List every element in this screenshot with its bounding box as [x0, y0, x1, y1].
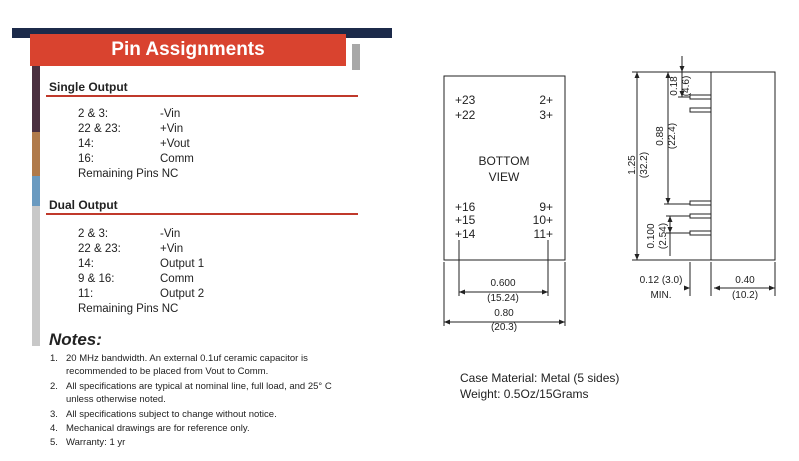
pin-label: 16:: [78, 153, 94, 165]
dimension-label: 1.25: [627, 155, 638, 175]
note-text: All specifications are typical at nominal line, full load, and 25° C: [66, 381, 332, 392]
pin-function: +Vin: [160, 123, 184, 135]
note-number: 4.: [50, 423, 58, 434]
pin-number-label: +16: [455, 200, 476, 214]
pin-number-label: 11+: [533, 227, 553, 241]
pin-function: -Vin: [160, 108, 181, 120]
dimension-label: (10.2): [731, 290, 759, 301]
dimension-label: (22.4): [667, 122, 678, 150]
side-view-outline: [711, 72, 775, 260]
pin-function: -Vin: [160, 228, 181, 240]
pin-number-label: 2+: [539, 93, 553, 107]
dimension-label: (32.2): [639, 151, 650, 179]
pin-number-label: +22: [455, 108, 476, 122]
pin-label: 14:: [78, 258, 94, 270]
pin-number-label: +14: [455, 227, 476, 241]
dual-output-title: Dual Output: [49, 198, 118, 212]
pin-number-label: +23: [455, 93, 476, 107]
note-text: recommended to be placed from Vout to Comm.: [66, 366, 269, 377]
dimension-label: MIN.: [650, 290, 672, 301]
remaining-pins-note: Remaining Pins NC: [78, 303, 179, 315]
bottom-view-label: BOTTOM: [478, 154, 530, 168]
pin-label: 22 & 23:: [78, 243, 121, 255]
pin-number-label: 10+: [532, 213, 553, 227]
dimension-label: 0.80: [494, 308, 514, 319]
pin-function: Output 1: [160, 258, 205, 270]
pin-number-label: +15: [455, 213, 476, 227]
note-text: Mechanical drawings are for reference only.: [66, 423, 250, 434]
note-number: 3.: [50, 409, 58, 420]
note-text: 20 MHz bandwidth. An external 0.1uf ceramic capacitor is: [66, 353, 308, 364]
pin-function: Comm: [160, 153, 194, 165]
pin-label: 2 & 3:: [78, 108, 109, 120]
pin-function: Output 2: [160, 288, 205, 300]
notes-title: Notes:: [49, 330, 102, 349]
pin-number-label: 3+: [539, 108, 553, 122]
note-text: unless otherwise noted.: [66, 394, 166, 405]
pin-function: Comm: [160, 273, 194, 285]
single-output-title: Single Output: [49, 80, 128, 94]
dimension-label: (4.6): [681, 75, 692, 97]
case-weight: Weight: 0.5Oz/15Grams: [460, 387, 589, 401]
bottom-view-label: VIEW: [488, 170, 520, 184]
case-material: Case Material: Metal (5 sides): [460, 371, 620, 385]
pin-label: 14:: [78, 138, 94, 150]
dimension-label: 0.18: [669, 76, 680, 96]
pin-label: 22 & 23:: [78, 123, 121, 135]
dimension-label: 0.600: [490, 278, 516, 289]
note-text: All specifications subject to change without notice.: [66, 409, 277, 420]
pin-label: 2 & 3:: [78, 228, 109, 240]
dimension-label: (20.3): [490, 322, 518, 333]
dimension-label: (2.54): [658, 222, 669, 250]
pin-label: 9 & 16:: [78, 273, 115, 285]
note-text: Warranty: 1 yr: [66, 437, 126, 448]
pin-label: 11:: [78, 288, 94, 300]
pin-function: +Vin: [160, 243, 184, 255]
note-number: 2.: [50, 381, 58, 392]
dimension-label: 0.88: [655, 126, 666, 146]
dimension-label: 0.100: [646, 223, 657, 249]
dimension-label: (15.24): [487, 293, 519, 304]
section-title: Pin Assignments: [30, 34, 346, 66]
note-number: 5.: [50, 437, 58, 448]
pin-number-label: 9+: [539, 200, 553, 214]
remaining-pins-note: Remaining Pins NC: [78, 168, 179, 180]
pin-function: +Vout: [160, 138, 190, 150]
dimension-label: 0.12 (3.0): [639, 275, 683, 286]
note-number: 1.: [50, 353, 58, 364]
dimension-label: 0.40: [735, 275, 755, 286]
